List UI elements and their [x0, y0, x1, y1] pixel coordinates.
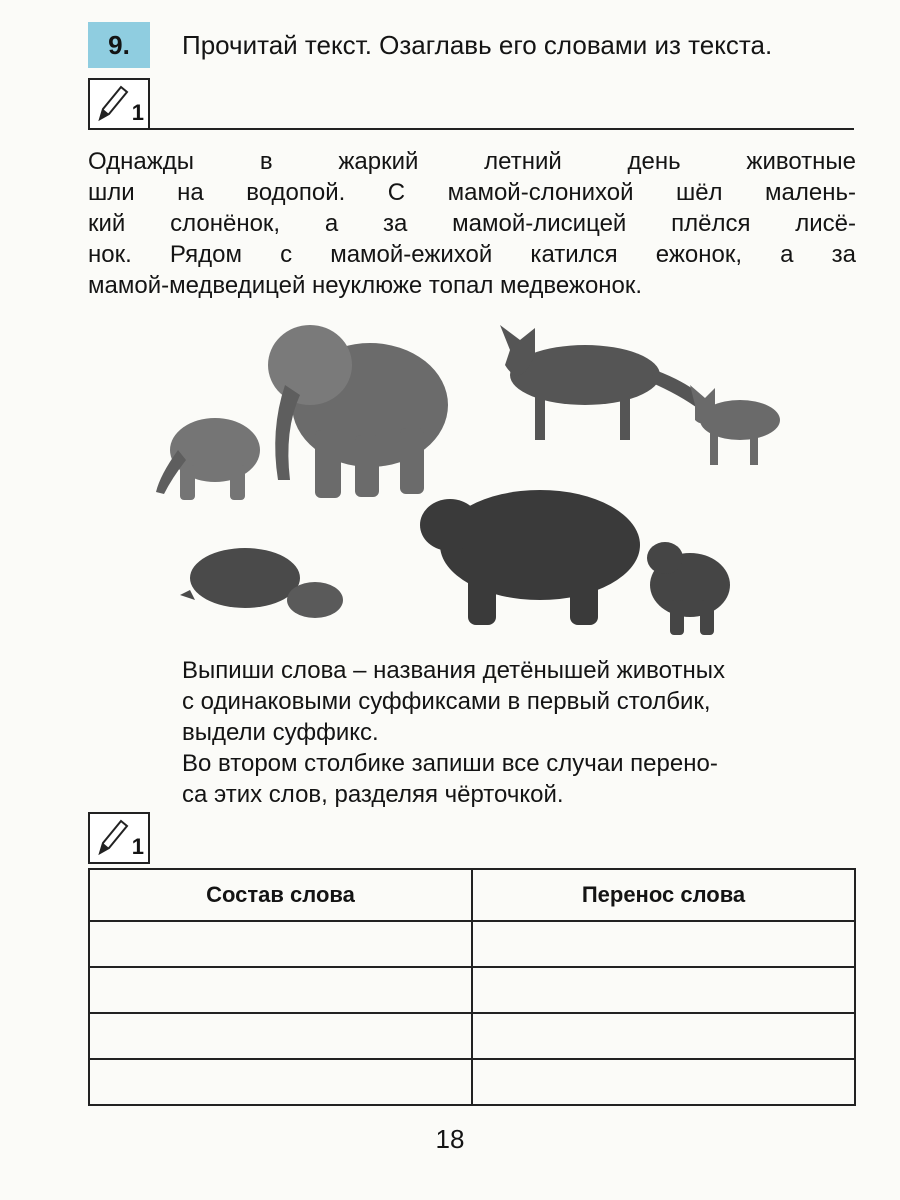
table-row	[89, 1013, 855, 1059]
answer-table	[88, 868, 856, 1106]
fox-image	[500, 325, 710, 440]
animals-illustration	[150, 310, 800, 640]
answer-cell[interactable]	[89, 921, 472, 967]
answer-cell[interactable]	[472, 921, 855, 967]
divider	[88, 128, 854, 130]
page-number: 18	[435, 1124, 465, 1154]
table-row	[89, 1059, 855, 1105]
answer-cell[interactable]	[472, 967, 855, 1013]
table-row	[89, 921, 855, 967]
instruction-line: выдели суффикс.	[182, 719, 379, 746]
pencil-icon	[94, 817, 130, 859]
elephant-image	[268, 325, 448, 498]
answer-cell[interactable]	[472, 1013, 855, 1059]
instruction-line: са этих слов, разделяя чёрточкой.	[182, 781, 564, 808]
table-header-row	[89, 869, 855, 921]
hedgehog-image	[180, 548, 300, 608]
bear-image	[420, 490, 640, 625]
column-header: Перенос слова	[472, 869, 855, 921]
text-line: мамой-медведицей неуклюже топал медвежонок.	[88, 272, 643, 299]
difficulty-level: 1	[131, 100, 144, 125]
instruction-line: Во втором столбике запиши все случаи перено-	[182, 750, 718, 777]
fox-cub-image	[690, 385, 780, 465]
instruction-line: с одинаковыми суффиксами в первый столбик,	[182, 688, 711, 715]
answer-cell[interactable]	[89, 1059, 472, 1105]
pencil-icon	[94, 83, 130, 125]
difficulty-marker-1	[88, 78, 150, 130]
text-line: шли на водопой. С мамой-слонихой шёл малень-	[88, 179, 856, 206]
instructions	[182, 655, 857, 810]
answer-cell[interactable]	[472, 1059, 855, 1105]
text-line: Однажды в жаркий летний день животные	[88, 148, 856, 175]
task-number-badge	[88, 22, 150, 68]
text-line: кий слонёнок, а за мамой-лисицей плёлся лисё-	[88, 210, 856, 237]
difficulty-marker-2	[88, 812, 150, 864]
table-row	[89, 967, 855, 1013]
reading-text	[88, 146, 856, 301]
text-line: нок. Рядом с мамой-ежихой катился ежонок, а за	[88, 241, 856, 268]
bear-cub-image	[647, 542, 730, 635]
baby-hedgehog-image	[287, 582, 343, 618]
difficulty-level: 1	[131, 834, 144, 859]
baby-elephant-image	[156, 418, 260, 500]
answer-cell[interactable]	[89, 1013, 472, 1059]
task-title: Прочитай текст. Озаглавь его словами из текста.	[182, 30, 773, 60]
answer-cell[interactable]	[89, 967, 472, 1013]
instruction-line: Выпиши слова – названия детёнышей животных	[182, 657, 725, 684]
column-header: Состав слова	[89, 869, 472, 921]
task-number: 9.	[108, 29, 130, 60]
